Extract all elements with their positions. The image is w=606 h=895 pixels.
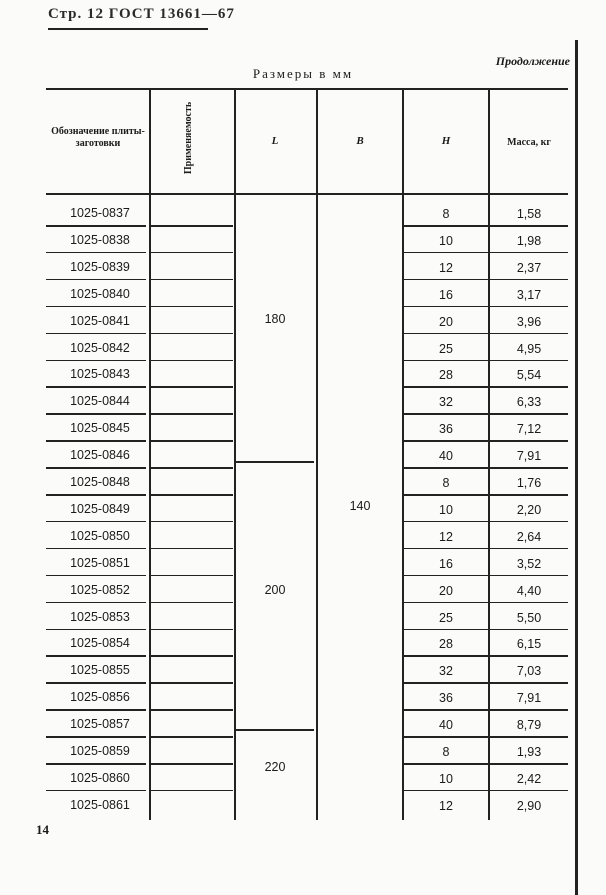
height-value: 32 <box>439 395 453 410</box>
column-header-applicability: Применяемость <box>183 101 194 175</box>
mass-row-rule <box>490 360 568 362</box>
code-row-rule <box>46 548 146 550</box>
height-value: 25 <box>439 610 453 625</box>
plate-code: 1025-0838 <box>70 232 130 247</box>
height-value: 28 <box>439 637 453 652</box>
height-value: 16 <box>439 287 453 302</box>
mass-value: 2,42 <box>516 771 542 786</box>
plate-code: 1025-0857 <box>70 717 130 732</box>
code-row-rule <box>46 736 146 738</box>
body-divider-1 <box>149 195 151 820</box>
mass-row-rule <box>490 279 568 281</box>
plate-code: 1025-0846 <box>70 448 130 463</box>
mass-row-rule <box>490 629 568 631</box>
height-value: 36 <box>439 691 453 706</box>
code-row-rule <box>46 629 146 631</box>
height-value: 12 <box>439 260 453 275</box>
mass-value: 3,96 <box>516 314 542 329</box>
mass-row-rule <box>490 252 568 254</box>
code-row-rule <box>46 306 146 308</box>
applicability-row-rule <box>151 306 233 308</box>
l-value-220: 220 <box>264 760 286 774</box>
column-header-h: H <box>441 135 451 147</box>
plate-code: 1025-0839 <box>70 259 130 274</box>
mass-row-rule <box>490 602 568 604</box>
height-row-rule <box>404 306 488 308</box>
code-row-rule <box>46 360 146 362</box>
mass-value: 2,37 <box>516 260 542 275</box>
height-row-rule <box>404 763 488 765</box>
mass-row-rule <box>490 306 568 308</box>
code-row-rule <box>46 494 146 496</box>
l-group-rule-1 <box>236 461 314 463</box>
applicability-row-rule <box>151 790 233 792</box>
mass-value: 7,91 <box>516 449 542 464</box>
mass-value: 1,58 <box>516 207 542 221</box>
height-value: 36 <box>439 422 453 437</box>
height-row-rule <box>404 602 488 604</box>
mass-value: 1,93 <box>516 745 542 759</box>
height-value: 12 <box>439 529 453 544</box>
mass-value: 1,76 <box>516 476 542 490</box>
height-value: 10 <box>439 233 453 248</box>
height-value: 40 <box>439 718 453 733</box>
column-header-l: L <box>271 135 279 147</box>
plate-code: 1025-0843 <box>70 367 130 382</box>
b-value-140: 140 <box>349 499 371 513</box>
height-row-rule <box>404 440 488 442</box>
mass-value: 7,12 <box>516 422 542 437</box>
running-head-underline <box>48 28 208 30</box>
height-row-rule <box>404 494 488 496</box>
mass-row-rule <box>490 440 568 442</box>
code-row-rule <box>46 225 146 227</box>
height-value: 20 <box>439 583 453 598</box>
height-row-rule <box>404 709 488 711</box>
plate-code: 1025-0860 <box>70 770 130 785</box>
height-row-rule <box>404 629 488 631</box>
applicability-row-rule <box>151 225 233 227</box>
mass-value: 2,20 <box>516 502 542 517</box>
height-row-rule <box>404 386 488 388</box>
height-value: 8 <box>442 745 450 759</box>
applicability-row-rule <box>151 333 233 335</box>
height-value: 28 <box>439 368 453 383</box>
mass-row-rule <box>490 467 568 469</box>
header-divider-1 <box>149 88 151 195</box>
code-row-rule <box>46 763 146 765</box>
applicability-row-rule <box>151 440 233 442</box>
running-head: Стр. 12 ГОСТ 13661—67 <box>48 6 235 22</box>
plate-code: 1025-0841 <box>70 313 130 328</box>
mass-row-rule <box>490 575 568 577</box>
height-value: 16 <box>439 556 453 571</box>
code-row-rule <box>46 655 146 657</box>
mass-value: 6,15 <box>516 637 542 652</box>
height-value: 20 <box>439 314 453 329</box>
mass-value: 5,54 <box>516 368 542 383</box>
applicability-row-rule <box>151 548 233 550</box>
code-row-rule <box>46 790 146 792</box>
applicability-row-rule <box>151 655 233 657</box>
mass-value: 3,17 <box>516 287 542 302</box>
plate-code: 1025-0850 <box>70 528 130 543</box>
height-value: 8 <box>442 476 450 490</box>
plate-code: 1025-0852 <box>70 582 130 597</box>
mass-value: 2,90 <box>516 798 542 813</box>
page-number: 14 <box>36 822 49 837</box>
mass-row-rule <box>490 333 568 335</box>
plate-code: 1025-0844 <box>70 394 130 409</box>
mass-row-rule <box>490 655 568 657</box>
applicability-row-rule <box>151 467 233 469</box>
mass-value: 6,33 <box>516 395 542 410</box>
mass-row-rule <box>490 548 568 550</box>
mass-value: 7,91 <box>516 691 542 706</box>
code-row-rule <box>46 575 146 577</box>
mass-row-rule <box>490 225 568 227</box>
column-header-b: B <box>356 135 364 147</box>
applicability-row-rule <box>151 521 233 523</box>
height-value: 32 <box>439 664 453 679</box>
applicability-row-rule <box>151 494 233 496</box>
header-bottom-rule <box>46 193 568 195</box>
mass-value: 3,52 <box>516 556 542 571</box>
code-row-rule <box>46 252 146 254</box>
applicability-row-rule <box>151 709 233 711</box>
height-row-rule <box>404 413 488 415</box>
height-row-rule <box>404 521 488 523</box>
height-row-rule <box>404 360 488 362</box>
plate-code: 1025-0845 <box>70 421 130 436</box>
plate-code: 1025-0859 <box>70 744 130 758</box>
height-value: 10 <box>439 771 453 786</box>
plate-code: 1025-0854 <box>70 636 130 651</box>
code-row-rule <box>46 333 146 335</box>
height-row-rule <box>404 548 488 550</box>
height-row-rule <box>404 575 488 577</box>
column-header-mass: Масса, кг <box>507 137 551 148</box>
plate-code: 1025-0856 <box>70 690 130 705</box>
l-value-200: 200 <box>264 583 286 597</box>
mass-value: 8,79 <box>516 718 542 733</box>
applicability-row-rule <box>151 629 233 631</box>
mass-row-rule <box>490 386 568 388</box>
l-value-180: 180 <box>264 312 286 326</box>
mass-row-rule <box>490 736 568 738</box>
plate-code: 1025-0842 <box>70 340 130 355</box>
plate-code: 1025-0853 <box>70 609 130 624</box>
mass-value: 5,50 <box>516 610 542 625</box>
height-row-rule <box>404 736 488 738</box>
mass-row-rule <box>490 494 568 496</box>
code-row-rule <box>46 521 146 523</box>
plate-code: 1025-0861 <box>70 797 130 812</box>
applicability-row-rule <box>151 763 233 765</box>
applicability-row-rule <box>151 736 233 738</box>
applicability-row-rule <box>151 682 233 684</box>
code-row-rule <box>46 682 146 684</box>
height-row-rule <box>404 467 488 469</box>
height-value: 40 <box>439 449 453 464</box>
mass-row-rule <box>490 763 568 765</box>
code-row-rule <box>46 413 146 415</box>
applicability-row-rule <box>151 386 233 388</box>
applicability-row-rule <box>151 413 233 415</box>
plate-code: 1025-0851 <box>70 555 130 570</box>
height-row-rule <box>404 225 488 227</box>
mass-value: 7,03 <box>516 664 542 679</box>
plate-code: 1025-0848 <box>70 475 130 489</box>
code-row-rule <box>46 279 146 281</box>
height-row-rule <box>404 655 488 657</box>
applicability-row-rule <box>151 575 233 577</box>
height-row-rule <box>404 333 488 335</box>
mass-row-rule <box>490 413 568 415</box>
code-row-rule <box>46 467 146 469</box>
mass-row-rule <box>490 709 568 711</box>
applicability-row-rule <box>151 602 233 604</box>
mass-value: 4,40 <box>516 583 542 598</box>
height-row-rule <box>404 252 488 254</box>
page-edge-shadow <box>575 40 578 895</box>
mass-row-rule <box>490 790 568 792</box>
mass-value: 2,64 <box>516 529 542 544</box>
plate-code: 1025-0849 <box>70 501 130 516</box>
plate-code: 1025-0837 <box>70 206 130 220</box>
height-row-rule <box>404 279 488 281</box>
height-value: 10 <box>439 502 453 517</box>
plate-code: 1025-0840 <box>70 286 130 301</box>
applicability-row-rule <box>151 252 233 254</box>
sizes-caption: Размеры в мм <box>252 66 354 81</box>
code-row-rule <box>46 440 146 442</box>
mass-row-rule <box>490 521 568 523</box>
code-row-rule <box>46 386 146 388</box>
applicability-row-rule <box>151 360 233 362</box>
mass-value: 1,98 <box>516 233 542 248</box>
applicability-row-rule <box>151 279 233 281</box>
table-top-rule <box>46 88 568 90</box>
mass-row-rule <box>490 682 568 684</box>
height-row-rule <box>404 682 488 684</box>
height-value: 8 <box>442 207 450 221</box>
height-value: 12 <box>439 798 453 813</box>
code-row-rule <box>46 709 146 711</box>
height-row-rule <box>404 790 488 792</box>
body-divider-2 <box>234 195 236 820</box>
column-header-code: Обозначение плиты-заготовки <box>51 126 145 149</box>
plate-code: 1025-0855 <box>70 663 130 678</box>
continuation-label: Продолжение <box>495 54 570 68</box>
mass-value: 4,95 <box>516 341 542 356</box>
height-value: 25 <box>439 341 453 356</box>
code-row-rule <box>46 602 146 604</box>
l-group-rule-2 <box>236 729 314 731</box>
